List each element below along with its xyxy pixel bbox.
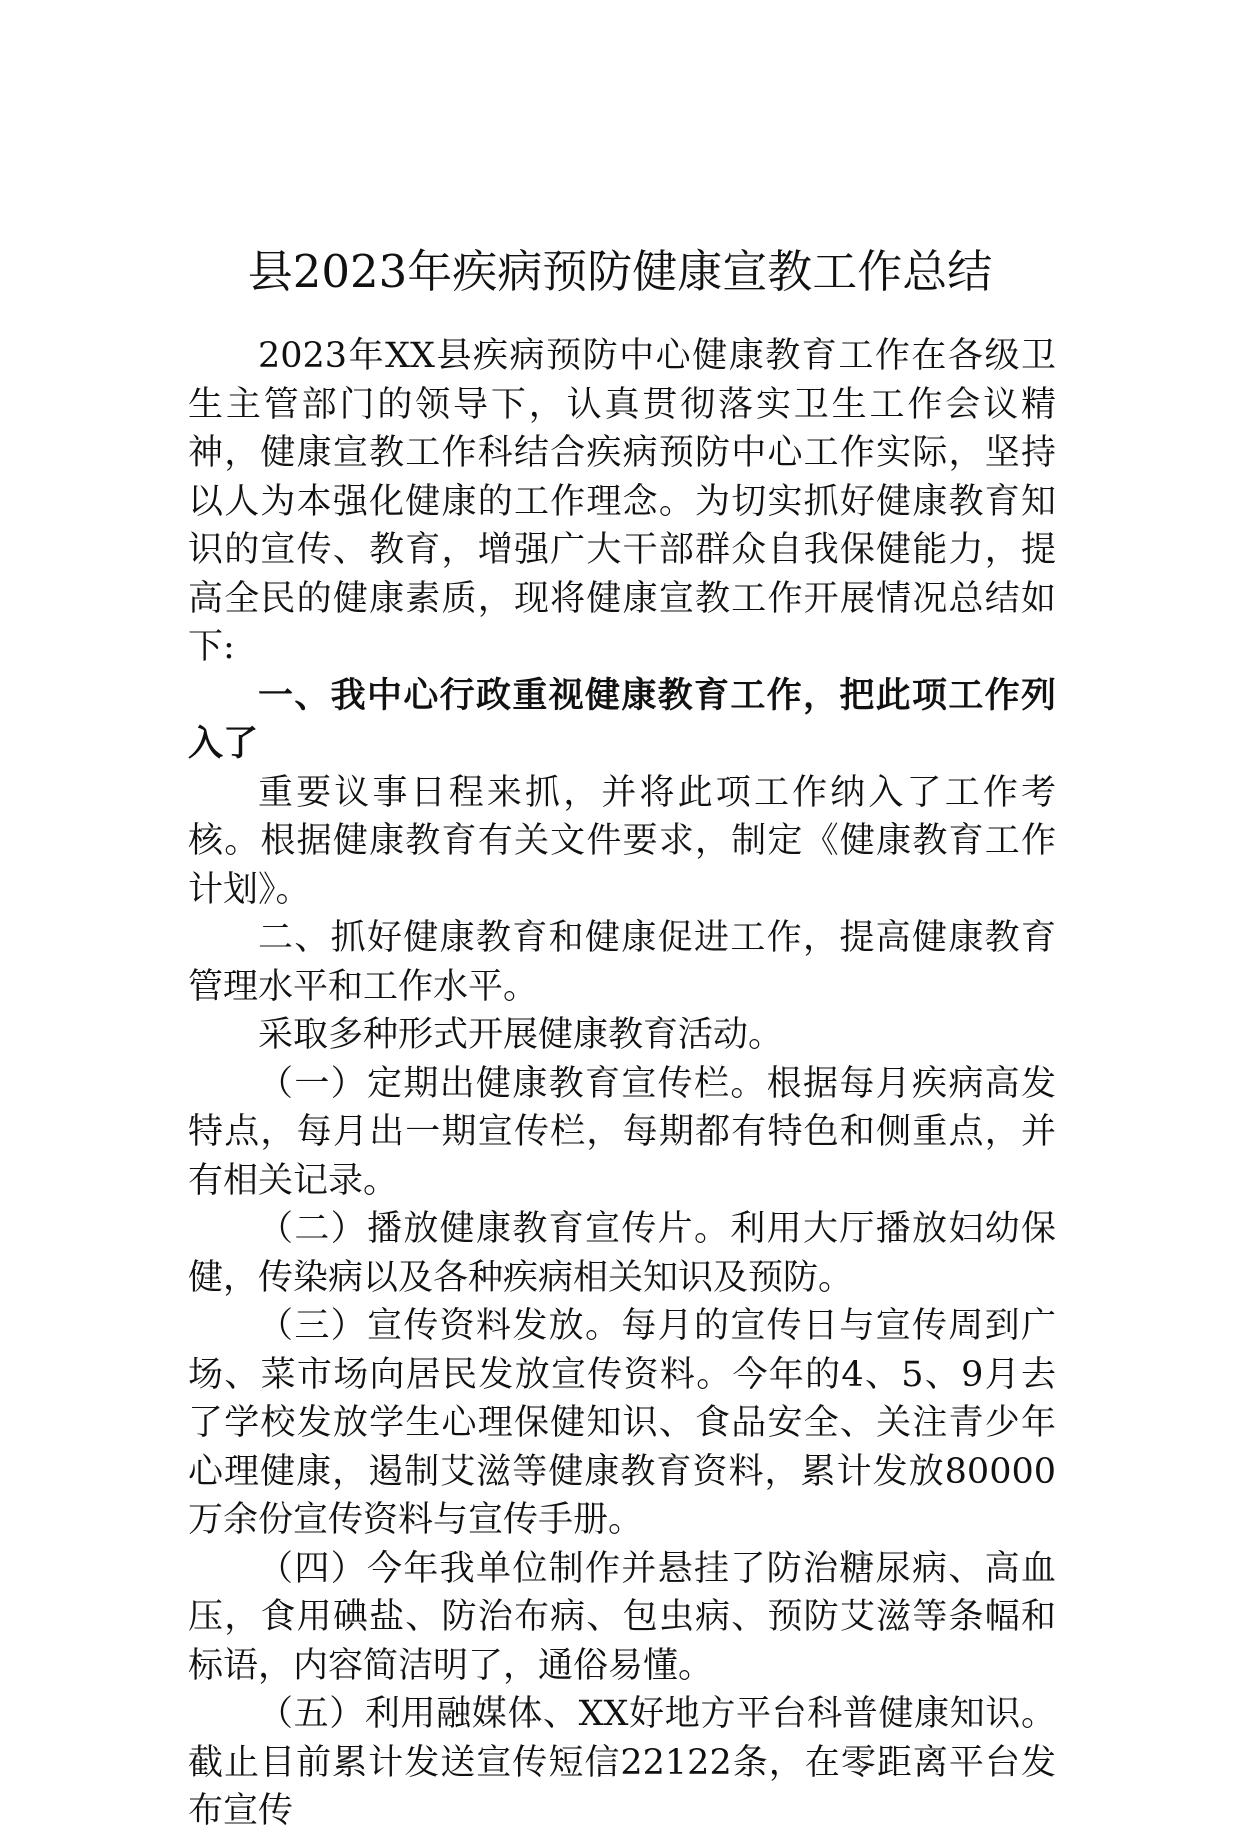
paragraph-item-3: （三）宣传资料发放。每月的宣传日与宣传周到广场、菜市场向居民发放宣传资料。今年的4、5、9月去了学校发放学生心理保健知识、食品安全、关注青少年心理健康，遏制艾滋等健康教育资料，累计发放80000万余份宣传资料与宣传手册。: [188, 1306, 1056, 1540]
section-heading-1: 一、我中心行政重视健康教育工作，把此项工作列入了: [188, 674, 1056, 764]
paragraph-intro: 2023年XX县疾病预防中心健康教育工作在各级卫生主管部门的领导下，认真贯彻落实卫生工作会议精神，健康宣教工作科结合疾病预防中心工作实际，坚持以人为本强化健康的工作理念。为切实抓好健康教育知识的宣传、教育，增强广大干部群众自我保健能力，提高全民的健康素质，现将健康宣教工作开展情况总结如下:: [188, 336, 1056, 667]
paragraph-section-1: 重要议事日程来抓，并将此项工作纳入了工作考核。根据健康教育有关文件要求，制定《健康教育工作计划》。: [188, 772, 1056, 910]
paragraph-item-4: （四）今年我单位制作并悬挂了防治糖尿病、高血压，食用碘盐、防治布病、包虫病、预防艾滋等条幅和标语，内容简洁明了，通俗易懂。: [188, 1548, 1056, 1686]
paragraph-activities-intro: 采取多种形式开展健康教育活动。: [258, 1015, 784, 1055]
paragraph-item-2: （二）播放健康教育宣传片。利用大厅播放妇幼保健，传染病以及各种疾病相关知识及预防。: [188, 1209, 1056, 1298]
paragraph-item-1: （一）定期出健康教育宣传栏。根据每月疾病高发特点，每月出一期宣传栏，每期都有特色和侧重点，并有相关记录。: [188, 1063, 1056, 1201]
paragraph-item-5: （五）利用融媒体、XX好地方平台科普健康知识。截止目前累计发送宣传短信22122条，在零距离平台发布宣传: [188, 1694, 1056, 1831]
section-heading-2: 二、抓好健康教育和健康促进工作，提高健康教育管理水平和工作水平。: [188, 918, 1056, 1007]
document-title: 县2023年疾病预防健康宣教工作总结: [247, 245, 993, 299]
document-body: [188, 332, 1056, 1836]
